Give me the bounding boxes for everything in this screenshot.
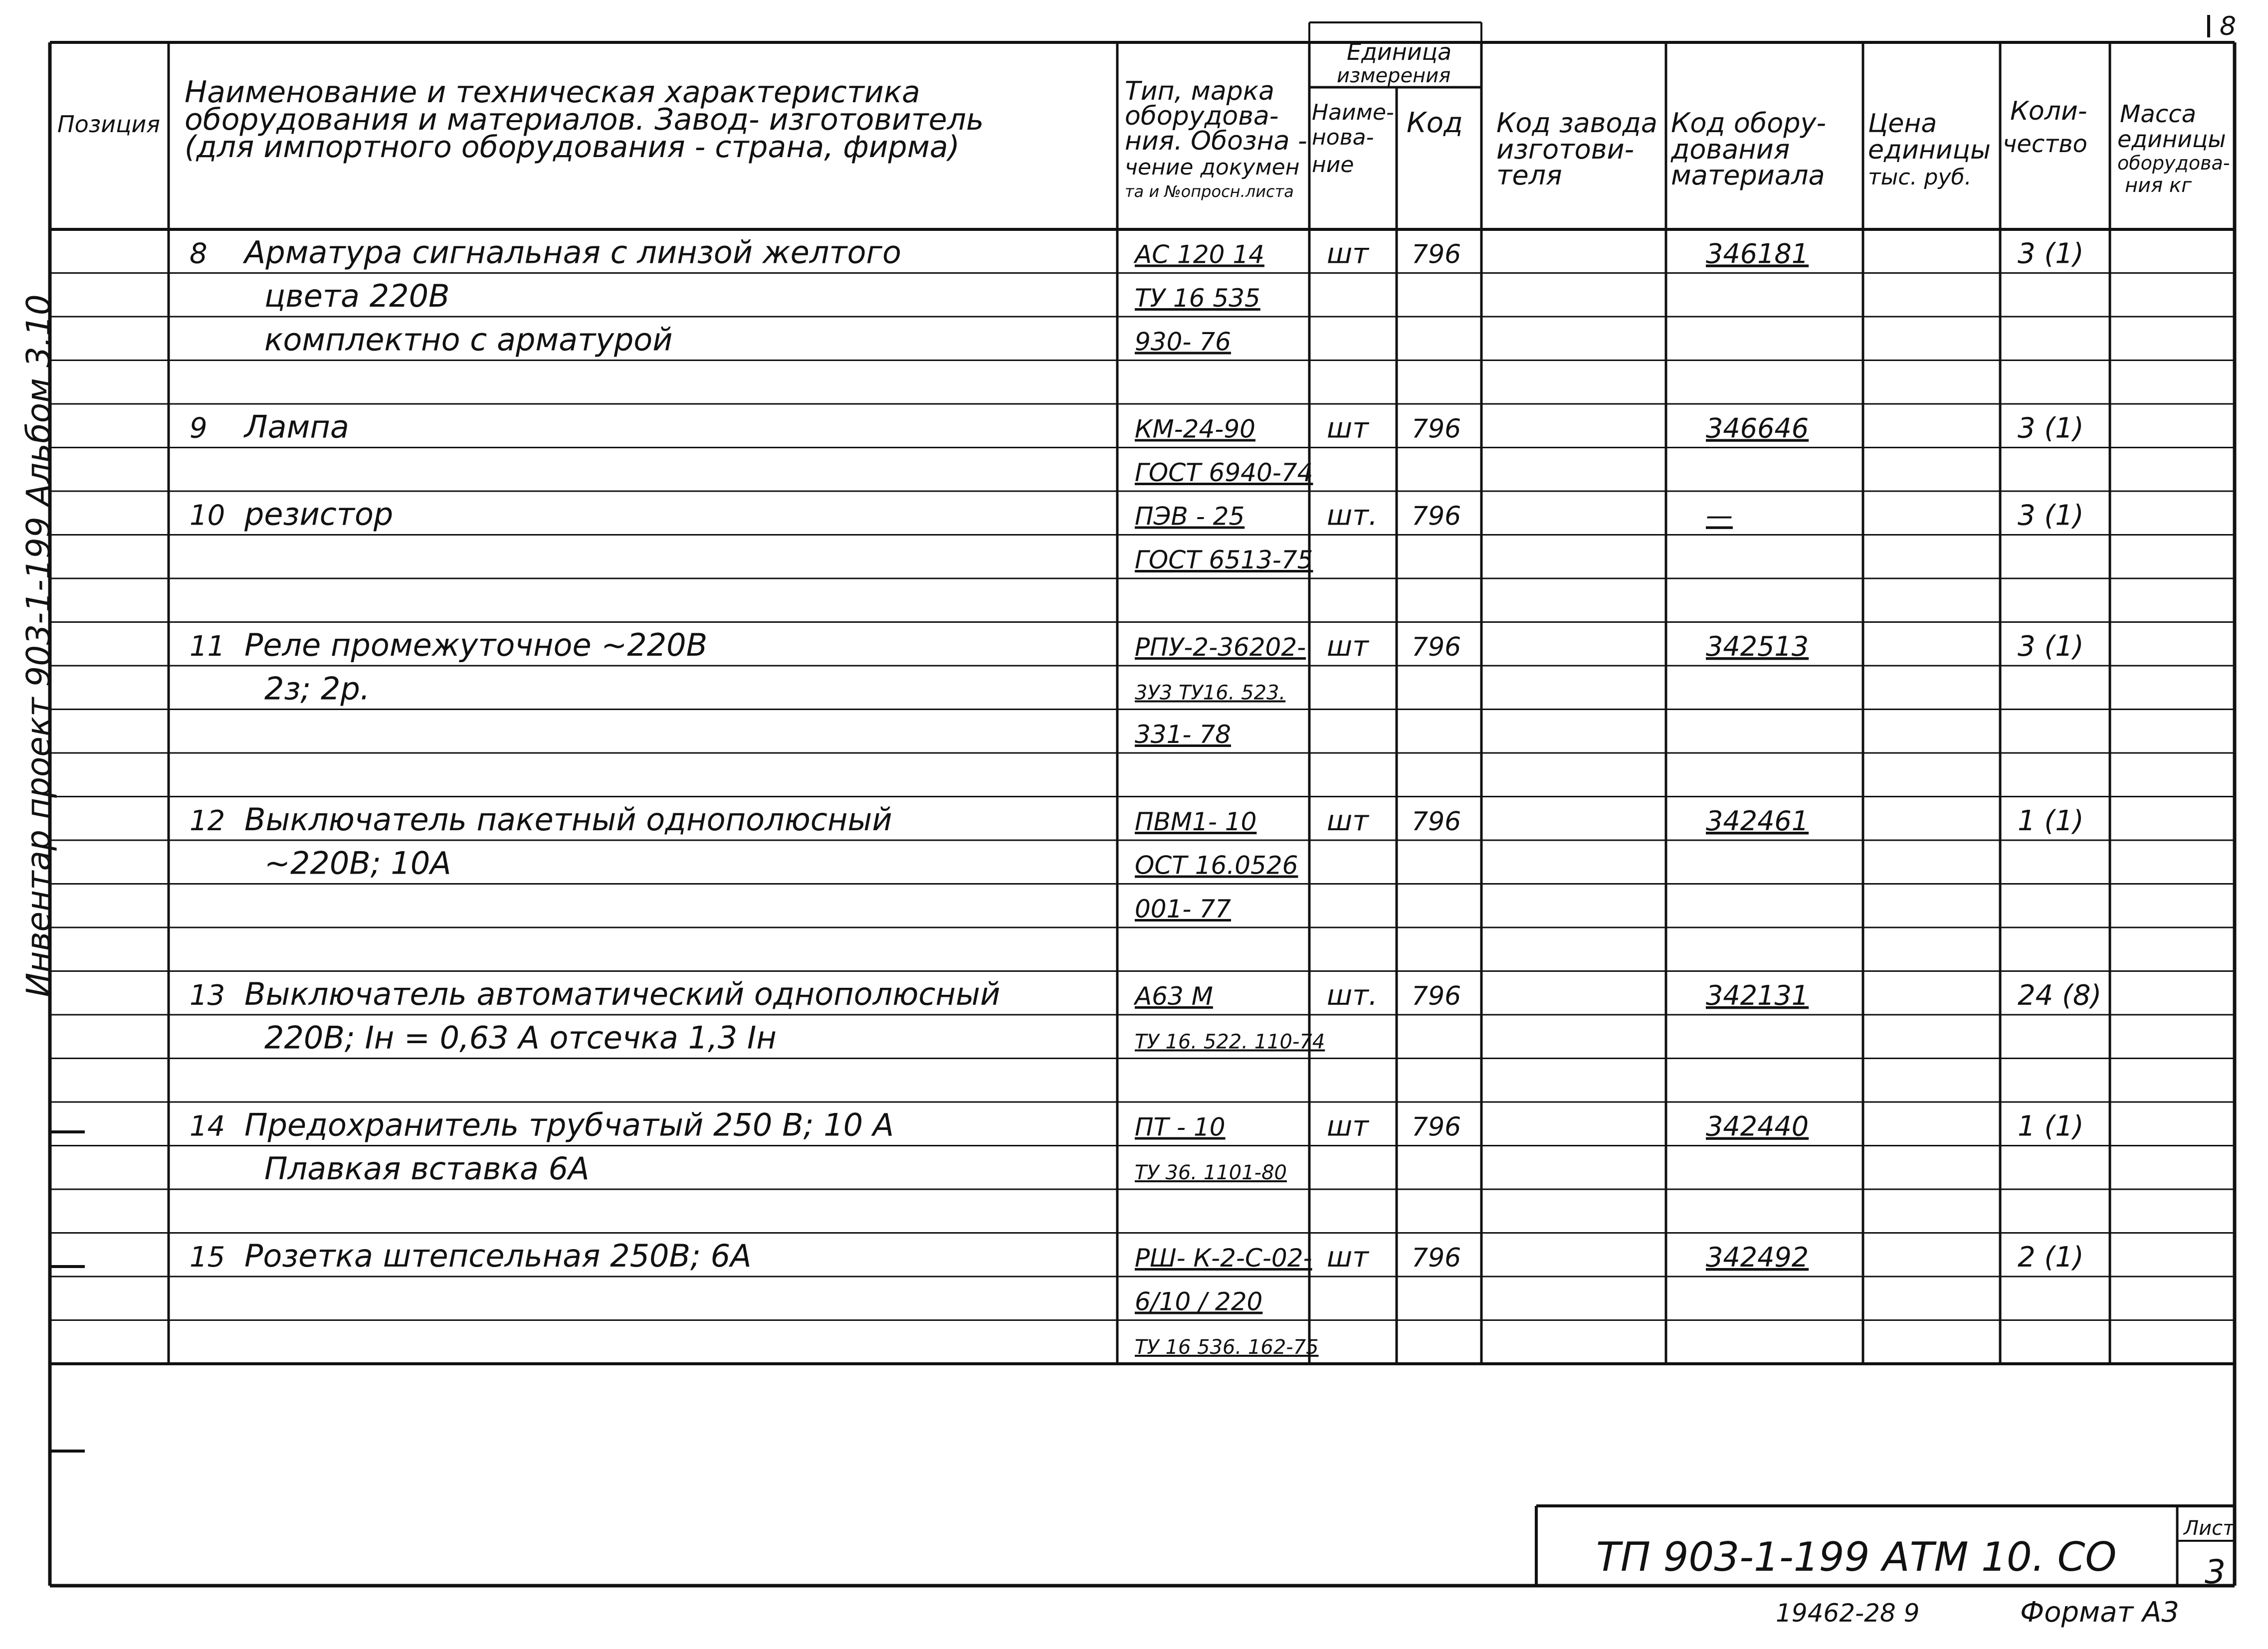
table-row: [264, 845, 1298, 882]
row-position: 9: [190, 412, 207, 445]
row-quantity: 2 (1): [2018, 1241, 2084, 1274]
row-type: ГОСТ 6513-75: [1135, 546, 1313, 574]
table-row: [190, 496, 2084, 533]
row-unit: шт.: [1327, 499, 1378, 532]
binding-marks: [50, 1132, 85, 1451]
table-row: [1135, 458, 1313, 487]
row-equipment-code: 346181: [1706, 238, 1809, 270]
header-name-line-3: (для импортного оборудования - страна, фирма): [185, 130, 960, 165]
row-type: 3У3 ТУ16. 523.: [1135, 681, 1286, 705]
header-unit-name-line-2: нова-: [1312, 125, 1374, 150]
row-name: резистор: [244, 496, 394, 533]
row-name: 220В; Iн = 0,63 А отсечка 1,3 Iн: [264, 1019, 777, 1056]
row-name: Лампа: [244, 408, 349, 445]
row-unit-code: 796: [1412, 414, 1461, 444]
row-unit-code: 796: [1412, 807, 1461, 837]
header-mass-line-1: Масса: [2120, 100, 2197, 128]
table-header: [57, 38, 2230, 201]
row-type: ТУ 16 535: [1135, 284, 1260, 313]
row-name: Предохранитель трубчатый 250 В; 10 А: [244, 1106, 894, 1143]
table-row: [190, 801, 2084, 838]
side-inscription: Инвентар проект 903-1-199 Альбом 3.10: [19, 294, 58, 997]
header-unit-group-line-2: измерения: [1337, 64, 1451, 87]
row-unit-code: 796: [1412, 501, 1461, 532]
row-equipment-code: 342440: [1706, 1110, 1809, 1142]
header-name-line-1: Наименование и техническая характеристика: [185, 75, 920, 110]
header-type-line-3: ния. Обозна -: [1125, 126, 1307, 156]
header-qty-line-1: Коли-: [2010, 96, 2087, 126]
table-row: [190, 1238, 2084, 1274]
row-unit: шт.: [1327, 979, 1378, 1012]
row-name: Выключатель автоматический однополюсный: [244, 976, 1001, 1012]
sheet-mark: [2209, 11, 2236, 41]
header-equip-code-line-2: дования: [1671, 134, 1790, 165]
header-price-line-3: тыс. руб.: [1868, 165, 1972, 190]
header-unit-group-line-1: Единица: [1347, 38, 1452, 65]
row-position: 12: [190, 805, 225, 837]
row-type: ПВМ1- 10: [1135, 807, 1257, 836]
row-position: 13: [190, 979, 225, 1012]
row-type: ТУ 16 536. 162-75: [1135, 1336, 1319, 1359]
row-type: 930- 76: [1135, 327, 1231, 357]
row-name: Выключатель пакетный однополюсный: [244, 801, 892, 838]
title-block: [1596, 1517, 2235, 1591]
header-unit-code: Код: [1407, 107, 1463, 139]
row-quantity: 24 (8): [2018, 979, 2102, 1012]
table-row: [190, 976, 2101, 1012]
row-quantity: 1 (1): [2018, 1110, 2084, 1143]
row-equipment-code: —: [1706, 500, 1733, 532]
row-type: 331- 78: [1135, 720, 1231, 749]
header-type-line-2: оборудова-: [1125, 101, 1279, 131]
header-equip-code-line-3: материала: [1671, 160, 1825, 191]
row-type: РПУ-2-36202-: [1135, 633, 1306, 662]
header-equip-code-line-1: Код обору-: [1671, 107, 1826, 139]
row-quantity: 1 (1): [2018, 805, 2084, 837]
header-qty-line-2: чество: [2003, 130, 2087, 158]
row-type: А63 М: [1135, 982, 1213, 1011]
row-unit-code: 796: [1412, 981, 1461, 1011]
header-plant-code-line-2: изготови-: [1496, 134, 1635, 165]
footer: [1776, 1596, 2179, 1629]
row-equipment-code: 346646: [1706, 412, 1809, 444]
row-name: Реле промежуточное ~220В: [244, 627, 708, 663]
header-position: Позиция: [57, 111, 160, 138]
row-name: ~220В; 10А: [264, 845, 451, 882]
row-position: 11: [190, 630, 225, 663]
row-name: Арматура сигнальная с линзой желтого: [244, 234, 901, 271]
table-row: [1135, 1336, 1319, 1359]
header-mass-line-4: ния кг: [2125, 174, 2192, 197]
header-plant-code-line-1: Код завода: [1496, 107, 1657, 139]
row-unit-code: 796: [1412, 1112, 1461, 1142]
row-unit: шт: [1327, 805, 1369, 837]
header-type-line-4: чение докумен: [1125, 155, 1300, 180]
table-row: [190, 1107, 2084, 1143]
row-type: АС 120 14: [1135, 240, 1264, 269]
row-type: ГОСТ 6940-74: [1135, 458, 1313, 487]
row-quantity: 3 (1): [2018, 237, 2084, 270]
table-row: [264, 278, 1260, 314]
row-unit: шт: [1327, 1110, 1369, 1143]
row-type: ОСТ 16.0526: [1135, 851, 1298, 880]
inventory-number: 19462-28 9: [1776, 1599, 1920, 1628]
row-type: ТУ 16. 522. 110-74: [1135, 1030, 1325, 1054]
row-unit-code: 796: [1412, 632, 1461, 662]
header-name-line-2: оборудования и материалов. Завод- изготовитель: [185, 102, 984, 137]
table-row: [1135, 546, 1313, 574]
table-row: [190, 409, 2084, 445]
row-name: 2з; 2р.: [264, 670, 370, 707]
header-mass-line-2: единицы: [2117, 126, 2226, 153]
header-unit-name-line-1: Наиме-: [1312, 100, 1394, 125]
row-position: 8: [190, 237, 207, 270]
row-type: ТУ 36. 1101-80: [1135, 1161, 1287, 1184]
row-name: Плавкая вставка 6А: [264, 1150, 590, 1187]
header-type-line-5: та и №опросн.листа: [1125, 182, 1294, 201]
document-designation: ТП 903-1-199 АТМ 10. СО: [1596, 1534, 2117, 1580]
row-position: 10: [190, 499, 225, 532]
row-equipment-code: 342492: [1706, 1242, 1809, 1273]
header-mass-line-3: оборудова-: [2117, 152, 2230, 174]
row-unit: шт: [1327, 1241, 1369, 1274]
row-name: Розетка штепсельная 250В; 6А: [244, 1238, 752, 1274]
row-unit: шт: [1327, 237, 1369, 270]
row-quantity: 3 (1): [2018, 630, 2084, 663]
header-unit-name-line-3: ние: [1312, 152, 1354, 178]
row-type: ПЭВ - 25: [1135, 502, 1245, 531]
table-row: [1135, 1287, 1262, 1316]
row-quantity: 3 (1): [2018, 499, 2084, 532]
table-row: [190, 627, 2084, 663]
sheet-mark-text: 8: [2220, 11, 2237, 41]
row-position: 15: [190, 1241, 225, 1274]
row-unit: шт: [1327, 630, 1369, 663]
row-quantity: 3 (1): [2018, 412, 2084, 445]
table-row: [1135, 720, 1231, 749]
sheet-format: Формат А3: [2020, 1596, 2179, 1629]
header-type-line-1: Тип, марка: [1125, 76, 1274, 106]
row-name: комплектно с арматурой: [264, 321, 673, 358]
header-plant-code-line-3: теля: [1496, 160, 1562, 191]
table-row: [264, 322, 1231, 358]
row-equipment-code: 342131: [1706, 980, 1809, 1011]
sheet-number: 3: [2205, 1553, 2226, 1591]
row-type: 6/10 / 220: [1135, 1287, 1263, 1316]
sheet-label: Лист: [2184, 1517, 2235, 1540]
row-type: РШ- К-2-С-02-: [1135, 1244, 1312, 1273]
header-price-line-1: Цена: [1868, 109, 1937, 139]
row-type: КМ-24-90: [1135, 414, 1255, 444]
row-type: 001- 77: [1135, 895, 1231, 923]
row-position: 14: [190, 1110, 225, 1143]
table-row: [264, 671, 1285, 707]
row-unit-code: 796: [1412, 239, 1461, 270]
row-equipment-code: 342461: [1706, 805, 1809, 837]
row-unit-code: 796: [1412, 1243, 1461, 1273]
row-unit: шт: [1327, 412, 1369, 445]
table-row: [190, 234, 2084, 271]
table-row: [264, 1020, 1325, 1056]
header-price-line-2: единицы: [1868, 135, 1991, 165]
row-name: цвета 220В: [264, 278, 450, 314]
table-row: [1135, 895, 1231, 923]
row-equipment-code: 342513: [1706, 631, 1809, 662]
table-row: [264, 1150, 1287, 1187]
row-type: ПТ - 10: [1135, 1112, 1226, 1142]
